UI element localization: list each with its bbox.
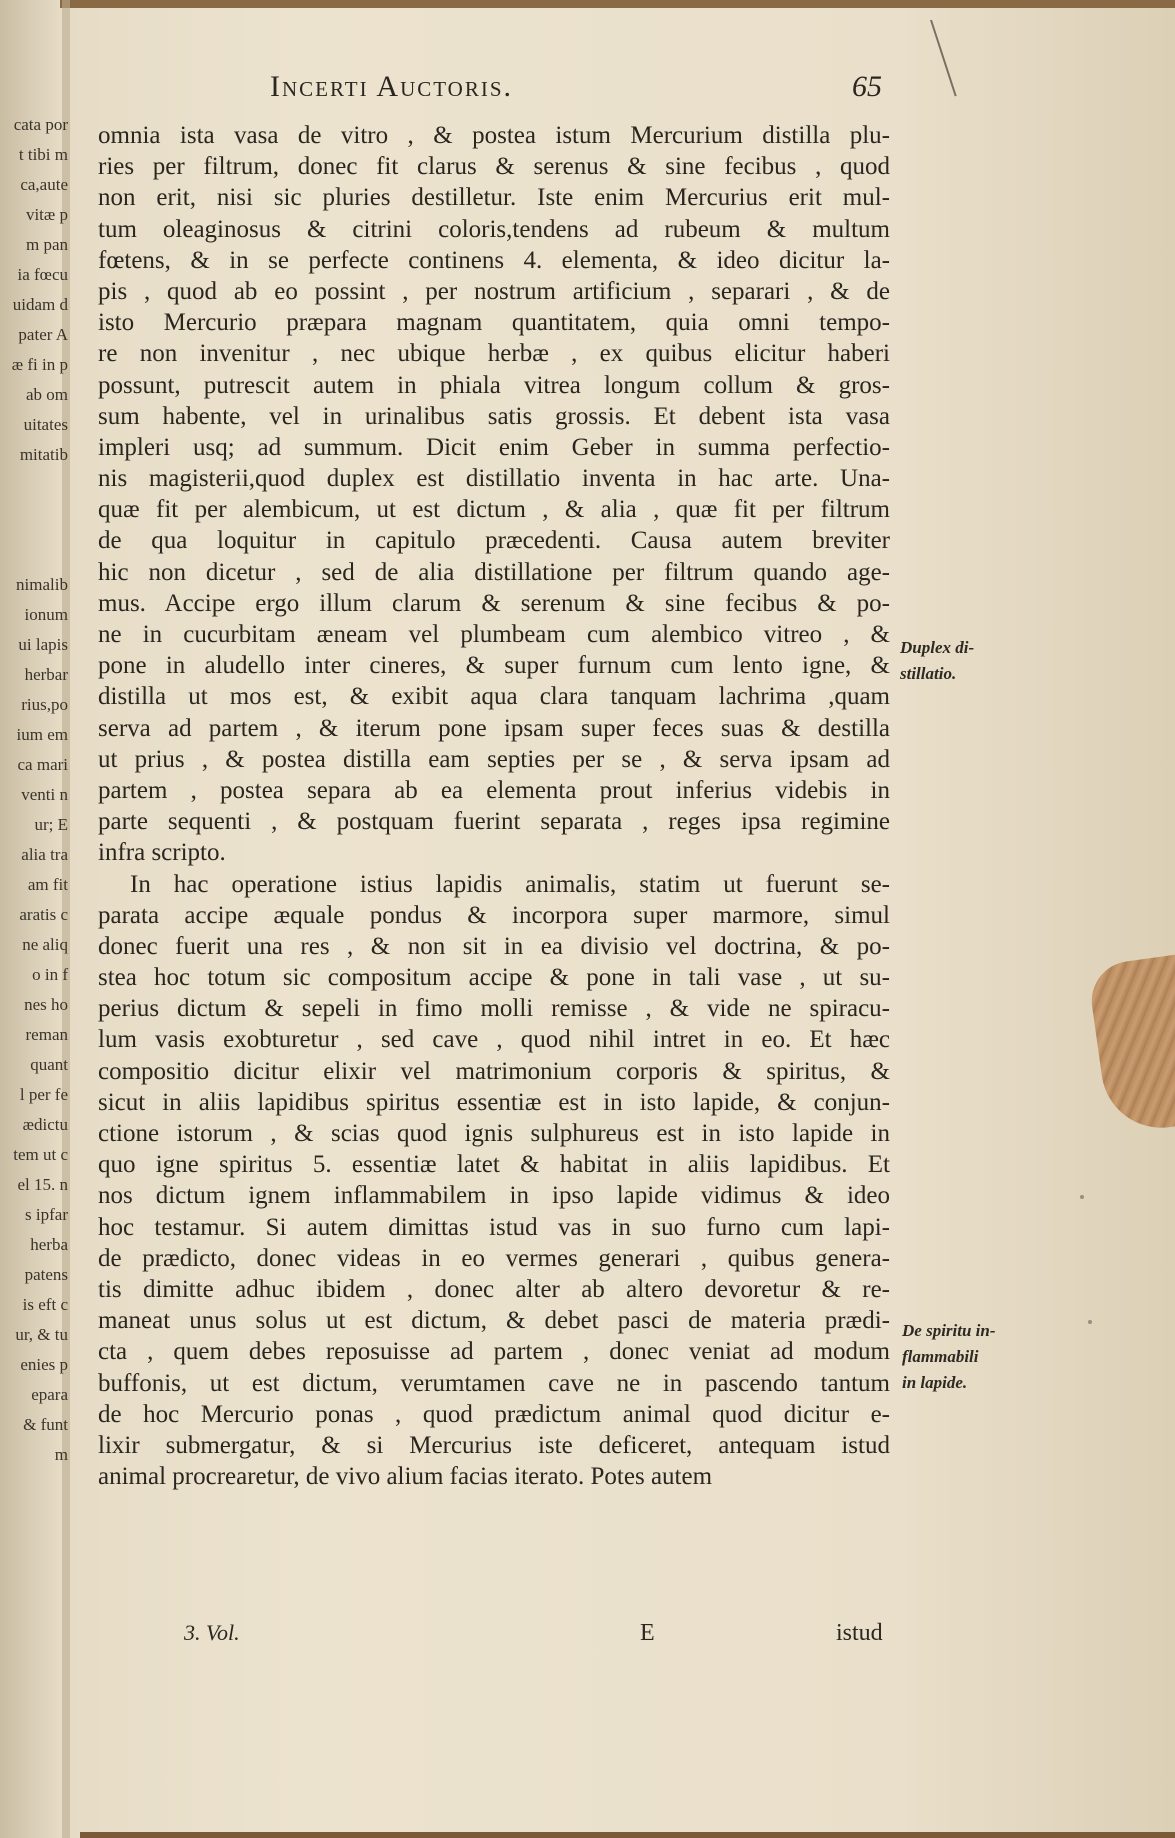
text-line: serva ad partem , & iterum pone ipsam super feces suas & destilla — [98, 714, 890, 742]
text-line: lixir submergatur, & si Mercurius iste deficeret, antequam istud — [98, 1431, 890, 1459]
text-line: ut prius , & postea distilla eam septies per se , & serva ipsam ad — [98, 745, 890, 773]
text-line: parata accipe æquale pondus & incorpora super marmore, simul — [98, 901, 890, 929]
text-line: distilla ut mos est, & exibit aqua clara tanquam lachrima ,quam — [98, 683, 890, 711]
facing-page-fragment: herbar — [24, 665, 68, 684]
facing-page-fragment: m — [54, 1445, 68, 1464]
facing-page-fragment: ne aliq — [22, 935, 68, 954]
margin-note-line: De spiritu in- — [902, 1321, 996, 1340]
facing-page-fragment: enies p — [20, 1355, 68, 1374]
margin-note-spiritu — [902, 1318, 996, 1396]
facing-page-fragment: tem ut c — [13, 1145, 68, 1164]
facing-page-fragment: o in f — [32, 965, 68, 984]
facing-page-fragment: pater A — [18, 325, 68, 344]
body-text — [98, 120, 890, 1492]
text-line: non erit, nisi sic pluries destilletur. Iste enim Mercurius erit mul- — [98, 184, 890, 212]
text-line: partem , postea separa ab ea elementa prout inferius videbis in — [98, 776, 890, 804]
margin-note-line: stillatio. — [900, 664, 957, 683]
text-line: isto Mercurio præpara magnam quantitatem, quia omni tempo- — [98, 309, 890, 337]
margin-note-line: Duplex di- — [900, 638, 975, 657]
facing-page-fragment: vitæ p — [25, 205, 68, 224]
text-line: quo igne spiritus 5. essentiæ latet & habitat in aliis lapidibus. Et — [98, 1151, 890, 1179]
text-line: nos dictum ignem inflammabilem in ipso lapide vidimus & ideo — [98, 1182, 890, 1210]
facing-page-fragments — [0, 110, 70, 1690]
facing-page-fragment: am fit — [27, 875, 68, 894]
fragment-group-b — [0, 570, 70, 1470]
text-line: re non invenitur , nec ubique herbæ , ex quibus elicitur haberi — [98, 340, 890, 368]
text-line: pone in aludello inter cineres, & super furnum cum lento igne, & — [98, 652, 890, 680]
facing-page-fragment: s ipfar — [25, 1205, 68, 1224]
facing-page-fragment: herba — [30, 1235, 68, 1254]
facing-page-fragment: & funt — [23, 1415, 68, 1434]
page-top-edge — [60, 0, 1175, 8]
text-line: parte sequenti , & postquam fuerint separata , reges ipsa regimine — [98, 808, 890, 836]
facing-page-fragment: ab om — [25, 385, 68, 404]
facing-page-fragment: epara — [31, 1385, 68, 1404]
page-bottom-edge — [80, 1832, 1175, 1838]
facing-page-fragment: nimalib — [16, 575, 68, 594]
text-line: lum vasis exobturetur , sed cave , quod nihil intret in eo. Et hæc — [98, 1026, 890, 1054]
text-line: quæ fit per alembicum, ut est dictum , & alia , quæ fit per filtrum — [98, 496, 890, 524]
text-line: buffonis, ut est dictum, verumtamen cave ne in pascendo tantum — [98, 1369, 890, 1397]
text-line: de prædicto, donec videas in eo vermes generari , quibus genera- — [98, 1244, 890, 1272]
facing-page-fragment: nes ho — [24, 995, 68, 1014]
facing-page-fragment: ia fœcu — [17, 265, 68, 284]
facing-page-fragment: l per fe — [19, 1085, 68, 1104]
facing-page-fragment: uitates — [23, 415, 68, 434]
margin-note-line: in lapide. — [902, 1373, 968, 1392]
facing-page-fragment: ium em — [16, 725, 68, 744]
speck — [1080, 1195, 1084, 1199]
text-line: hoc testamur. Si autem dimittas istud vas in suo furno cum lapi- — [98, 1213, 890, 1241]
signature-mark: 3. Vol. — [184, 1620, 240, 1645]
text-line: infra scripto. — [98, 839, 226, 867]
text-line: sicut in aliis lapidibus spiritus essentiæ est in isto lapide, & conjun- — [98, 1088, 890, 1116]
margin-note-duplex — [900, 635, 974, 687]
text-line: de qua loquitur in capitulo præcedenti. Causa autem breviter — [98, 527, 890, 555]
text-line: impleri usq; ad summum. Dicit enim Geber in summa perfectio- — [98, 433, 890, 461]
facing-page-fragment: patens — [24, 1265, 68, 1284]
facing-page-fragment: uidam d — [12, 295, 68, 314]
leather-tab — [1087, 955, 1175, 1136]
text-line: compositio dicitur elixir vel matrimonium corporis & spiritus, & — [98, 1057, 890, 1085]
facing-page-fragment: is eft c — [22, 1295, 68, 1314]
text-line: hic non dicetur , sed de alia distillatione per filtrum quando age- — [98, 558, 890, 586]
facing-page-fragment: æ fi in p — [11, 355, 68, 374]
facing-page-fragment: ui lapis — [18, 635, 68, 654]
text-line: cta , quem debes reposuisse ad partem , donec veniat ad modum — [98, 1338, 890, 1366]
text-line: ne in cucurbitam æneam vel plumbeam cum alembico vitreo , & — [98, 621, 890, 648]
text-line: pis , quod ab eo possint , per nostrum artificium , separari , & de — [98, 277, 890, 305]
facing-page-fragment: t tibi m — [18, 145, 68, 164]
text-line: nis magisterii,quod duplex est distillatio inventa in hac arte. Una- — [98, 465, 890, 493]
text-line: perius dictum & sepeli in fimo molli remisse , & vide ne spiracu- — [98, 995, 890, 1023]
text-line: de hoc Mercurio ponas , quod prædictum animal quod dicitur e- — [98, 1400, 890, 1428]
running-head: Incerti Auctoris. — [270, 70, 514, 103]
facing-page-fragment: rius,po — [21, 695, 68, 714]
facing-page-fragment: m pan — [25, 235, 68, 254]
fragment-group-a — [0, 110, 70, 470]
text-line: tum oleaginosus & citrini coloris,tendens ad rubeum & multum — [98, 215, 890, 243]
pencil-mark — [930, 20, 957, 97]
text-line: omnia ista vasa de vitro , & postea istum Mercurium distilla plu- — [98, 122, 890, 149]
text-line: stea hoc totum sic compositum accipe & pone in tali vase , ut su- — [98, 964, 890, 992]
catchword: istud — [836, 1620, 883, 1646]
facing-page-fragment: ionum — [24, 605, 68, 624]
facing-page-fragment: ca,aute — [20, 175, 68, 194]
facing-page-fragment: alia tra — [21, 845, 68, 864]
signature-letter: E — [640, 1620, 655, 1646]
facing-page-fragment: aratis c — [19, 905, 68, 924]
facing-page-fragment: ædictu — [22, 1115, 68, 1134]
facing-page-fragment: quant — [30, 1055, 68, 1074]
text-line: ries per filtrum, donec fit clarus & serenus & sine fecibus , quod — [98, 153, 890, 181]
facing-page-fragment: ur; E — [34, 815, 68, 834]
text-line: sum habente, vel in urinalibus satis grossis. Et debent ista vasa — [98, 402, 890, 430]
text-line: In hac operatione istius lapidis animalis, statim ut fuerunt se- — [130, 870, 890, 898]
page-number: 65 — [852, 70, 882, 103]
text-line: maneat unus solus ut est dictum, & debet pasci de materia prædi- — [98, 1307, 890, 1335]
facing-page-fragment: ur, & tu — [15, 1325, 68, 1344]
facing-page-fragment: ca mari — [17, 755, 68, 774]
facing-page-fragment: el 15. n — [17, 1175, 68, 1194]
text-line: possunt, putrescit autem in phiala vitrea longum collum & gros- — [98, 371, 890, 399]
text-line: tis dimitte adhuc ibidem , donec alter ab altero devoretur & re- — [98, 1275, 890, 1303]
facing-page-fragment: mitatib — [19, 445, 68, 464]
text-line: donec fuerit una res , & non sit in ea divisio vel doctrina, & po- — [98, 932, 890, 960]
text-line: ctione istorum , & scias quod ignis sulphureus est in isto lapide in — [98, 1120, 890, 1147]
margin-note-line: flammabili — [902, 1347, 979, 1366]
text-line: animal procrearetur, de vivo alium facias iterato. Potes autem — [98, 1463, 713, 1491]
facing-page-fragment: reman — [25, 1025, 68, 1044]
text-line: fœtens, & in se perfecte continens 4. elementa, & ideo dicitur la- — [98, 246, 890, 274]
facing-page-fragment: venti n — [21, 785, 68, 804]
facing-page-fragment: cata por — [13, 115, 68, 134]
speck — [1088, 1320, 1092, 1324]
text-line: mus. Accipe ergo illum clarum & serenum & sine fecibus & po- — [98, 589, 890, 617]
